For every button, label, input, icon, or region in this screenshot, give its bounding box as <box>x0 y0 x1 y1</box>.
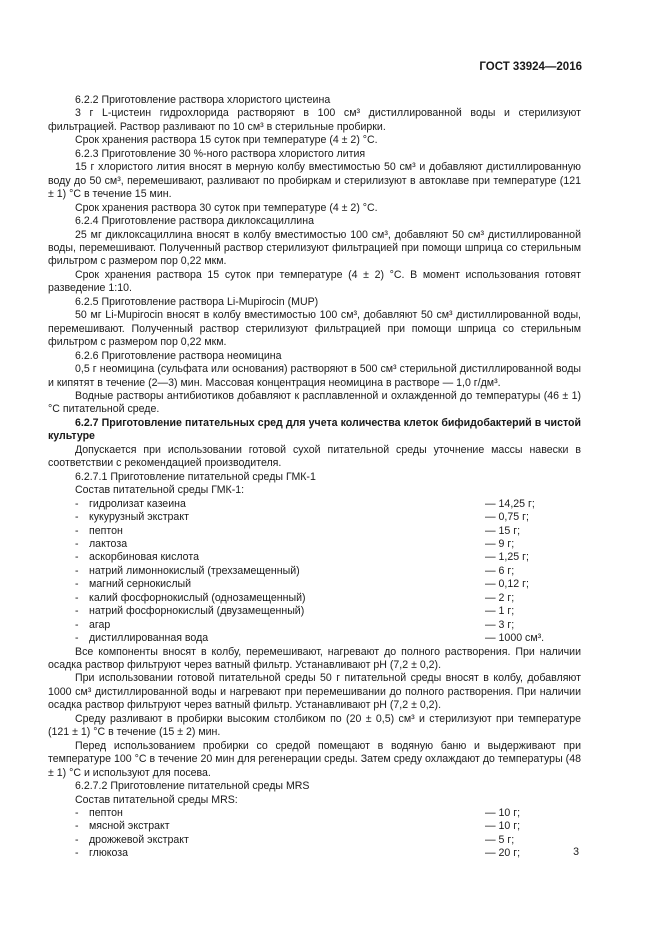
composition-item <box>48 834 581 847</box>
paragraph: Среду разливают в пробирки высоким столбиком по (20 ± 0,5) см³ и стерилизуют при температуре (121 ± 1) °С в течение (15 ± 2) мин. <box>48 712 581 739</box>
composition-item <box>48 551 581 564</box>
section-heading: 6.2.7 Приготовление питательных сред для учета количества клеток бифидобактерий в чистой культуре <box>48 416 581 443</box>
paragraph: 0,5 г неомицина (сульфата или основания) растворяют в 500 см³ стерильной дистиллированной воды и кипятят в течение (2—3) мин. Массовая концентрация неомицина в растворе — 1,0 г/дм³. <box>48 363 581 389</box>
ingredient-label: пептон <box>89 807 123 820</box>
paragraph: Срок хранения раствора 30 суток при температуре (4 ± 2) °С. <box>75 201 378 214</box>
list-dash: - <box>75 578 79 591</box>
list-dash: - <box>75 820 79 833</box>
list-dash: - <box>75 537 79 550</box>
ingredient-name <box>75 605 304 618</box>
list-dash: - <box>75 833 79 846</box>
ingredient-name <box>75 578 191 591</box>
paragraph: При использовании готовой питательной среды 50 г питательной среды вносят в колбу, добавляют 1000 см³ дистиллированной воды и нагревают при перемешивании до полного растворения. При наличии осадка раствор фильтруют через ватный фильтр. Устанавливают pH (7,2 ± 0,2). <box>48 672 581 712</box>
ingredient-name <box>75 619 110 632</box>
list-dash: - <box>75 497 79 510</box>
list-dash: - <box>75 591 79 604</box>
ingredient-label: дрожжевой экстракт <box>89 833 189 846</box>
composition-item <box>48 525 581 538</box>
paragraph: 6.2.6 Приготовление раствора неомицина <box>75 349 282 362</box>
composition-item <box>48 578 581 591</box>
ingredient-name <box>75 511 189 524</box>
ingredient-label: кукурузный экстракт <box>89 511 189 524</box>
paragraph: Состав питательной среды ГМК-1: <box>75 484 245 497</box>
composition-item <box>48 565 581 578</box>
ingredient-label: дистиллированная вода <box>89 632 209 645</box>
paragraph: Допускается при использовании готовой сухой питательной среды уточнение массы навески в соответствии с рекомендацией производителя. <box>48 443 581 470</box>
ingredient-amount: — 14,25 г; <box>485 497 535 510</box>
ingredient-name <box>75 551 199 564</box>
composition-item <box>48 592 581 605</box>
ingredient-name <box>75 820 170 833</box>
composition-item <box>48 511 581 524</box>
ingredient-amount: — 3 г; <box>485 618 515 631</box>
paragraph: 6.2.3 Приготовление 30 %-ного раствора хлористого лития <box>75 147 366 160</box>
paragraph: Перед использованием пробирки со средой помещают в водяную баню и выдерживают при температуре 100 °С в течение 20 мин для регенерации среды. Затем среду охлаждают до температуры (48 ± 1) °С и используют для посева. <box>48 739 581 779</box>
ingredient-label: гидролизат казеина <box>89 497 186 510</box>
ingredient-label: агар <box>89 618 111 631</box>
paragraph: 6.2.7.1 Приготовление питательной среды ГМК-1 <box>75 470 316 483</box>
paragraph: Водные растворы антибиотиков добавляют к расплавленной и охлажденной до температуры (46 ± 1) °С питательной среде. <box>48 389 581 416</box>
ingredient-amount: — 10 г; <box>485 820 521 833</box>
composition-item <box>48 807 581 820</box>
ingredient-name <box>75 592 306 605</box>
ingredient-amount: — 20 г; <box>485 847 521 860</box>
list-dash: - <box>75 618 79 631</box>
ingredient-label: аскорбиновая кислота <box>89 551 199 564</box>
list-dash: - <box>75 847 79 860</box>
list-dash: - <box>75 524 79 537</box>
list-dash: - <box>75 511 79 524</box>
composition-item <box>48 632 581 645</box>
ingredient-amount: — 0,75 г; <box>485 511 529 524</box>
paragraph: Все компоненты вносят в колбу, перемешивают, нагревают до полного растворения. При наличии осадка раствор фильтруют через ватный фильтр. Устанавливают pH (7,2 ± 0,2). <box>48 645 581 672</box>
composition-item <box>48 619 581 632</box>
composition-item <box>48 538 581 551</box>
ingredient-name <box>75 498 186 511</box>
ingredient-amount: — 6 г; <box>485 564 515 577</box>
ingredient-name <box>75 847 128 860</box>
paragraph: 6.2.5 Приготовление раствора Li-Mupirocin (MUP) <box>75 295 319 308</box>
ingredient-label: калий фосфорнокислый (однозамещенный) <box>89 591 306 604</box>
page-number: 3 <box>573 846 579 858</box>
ingredient-amount: — 1 г; <box>485 605 515 618</box>
list-dash: - <box>75 551 79 564</box>
paragraph: Состав питательной среды MRS: <box>75 793 238 806</box>
composition-item <box>48 820 581 833</box>
ingredient-amount: — 1,25 г; <box>485 551 529 564</box>
paragraph: 6.2.4 Приготовление раствора диклоксациллина <box>75 215 314 228</box>
ingredient-name <box>75 565 300 578</box>
composition-item <box>48 605 581 618</box>
ingredient-name <box>75 525 123 538</box>
ingredient-label: глюкоза <box>89 847 129 860</box>
list-dash: - <box>75 632 79 645</box>
ingredient-amount: — 9 г; <box>485 537 515 550</box>
ingredient-name <box>75 834 189 847</box>
ingredient-label: лактоза <box>89 537 128 550</box>
list-dash: - <box>75 605 79 618</box>
ingredient-label: натрий фосфорнокислый (двузамещенный) <box>89 605 305 618</box>
ingredient-name <box>75 632 208 645</box>
paragraph: 6.2.2 Приготовление раствора хлористого цистеина <box>75 94 331 106</box>
ingredient-label: магний сернокислый <box>89 578 192 591</box>
paragraph: 15 г хлористого лития вносят в мерную колбу вместимостью 50 см³ и добавляют дистиллированную воду до 50 см³, перемешивают, разливают по пробиркам и стерилизуют в автоклаве при температуре (121 ± 1) °С в течение 15 мин. <box>48 161 581 201</box>
ingredient-amount: — 0,12 г; <box>485 578 529 591</box>
paragraph: Срок хранения раствора 15 суток при температуре (4 ± 2) °С. В момент использования готовят разведение 1:10. <box>48 268 581 295</box>
ingredient-amount: — 15 г; <box>485 524 521 537</box>
composition-item <box>48 498 581 511</box>
ingredient-label: мясной экстракт <box>89 820 170 833</box>
ingredient-amount: — 5 г; <box>485 833 515 846</box>
list-dash: - <box>75 564 79 577</box>
ingredient-amount: — 10 г; <box>485 807 521 820</box>
ingredient-name <box>75 807 123 820</box>
standard-number: ГОСТ 33924—2016 <box>479 61 582 73</box>
ingredient-amount: — 2 г; <box>485 591 515 604</box>
ingredient-label: натрий лимоннокислый (трехзамещенный) <box>89 564 300 577</box>
paragraph: 3 г L-цистеин гидрохлорида растворяют в 100 см³ дистиллированной воды и стерилизуют фильтрацией. Раствор разливают по 10 см³ в стерильные пробирки. <box>48 107 581 133</box>
list-dash: - <box>75 807 79 820</box>
paragraph: Срок хранения раствора 15 суток при температуре (4 ± 2) °С. <box>75 134 378 147</box>
ingredient-label: пептон <box>89 524 123 537</box>
ingredient-amount: — 1000 см³. <box>485 632 545 645</box>
paragraph: 6.2.7.2 Приготовление питательной среды MRS <box>75 780 310 793</box>
paragraph: 50 мг Li-Mupirocin вносят в колбу вместимостью 100 см³, добавляют 50 см³ дистиллированной воды, перемешивают. Полученный раствор стерилизуют фильтрацией при помощи шприца со стерильным фильтром с размером пор 0,22 мкм. <box>48 309 581 349</box>
composition-item <box>48 847 581 860</box>
document-body <box>48 94 581 861</box>
ingredient-name <box>75 538 127 551</box>
paragraph: 25 мг диклоксациллина вносят в колбу вместимостью 100 см³, добавляют 50 см³ дистиллированной воды, перемешивают. Полученный раствор стерилизуют фильтрацией при помощи шприца со стерильным фильтром с размером пор 0,22 мкм. <box>48 228 581 268</box>
